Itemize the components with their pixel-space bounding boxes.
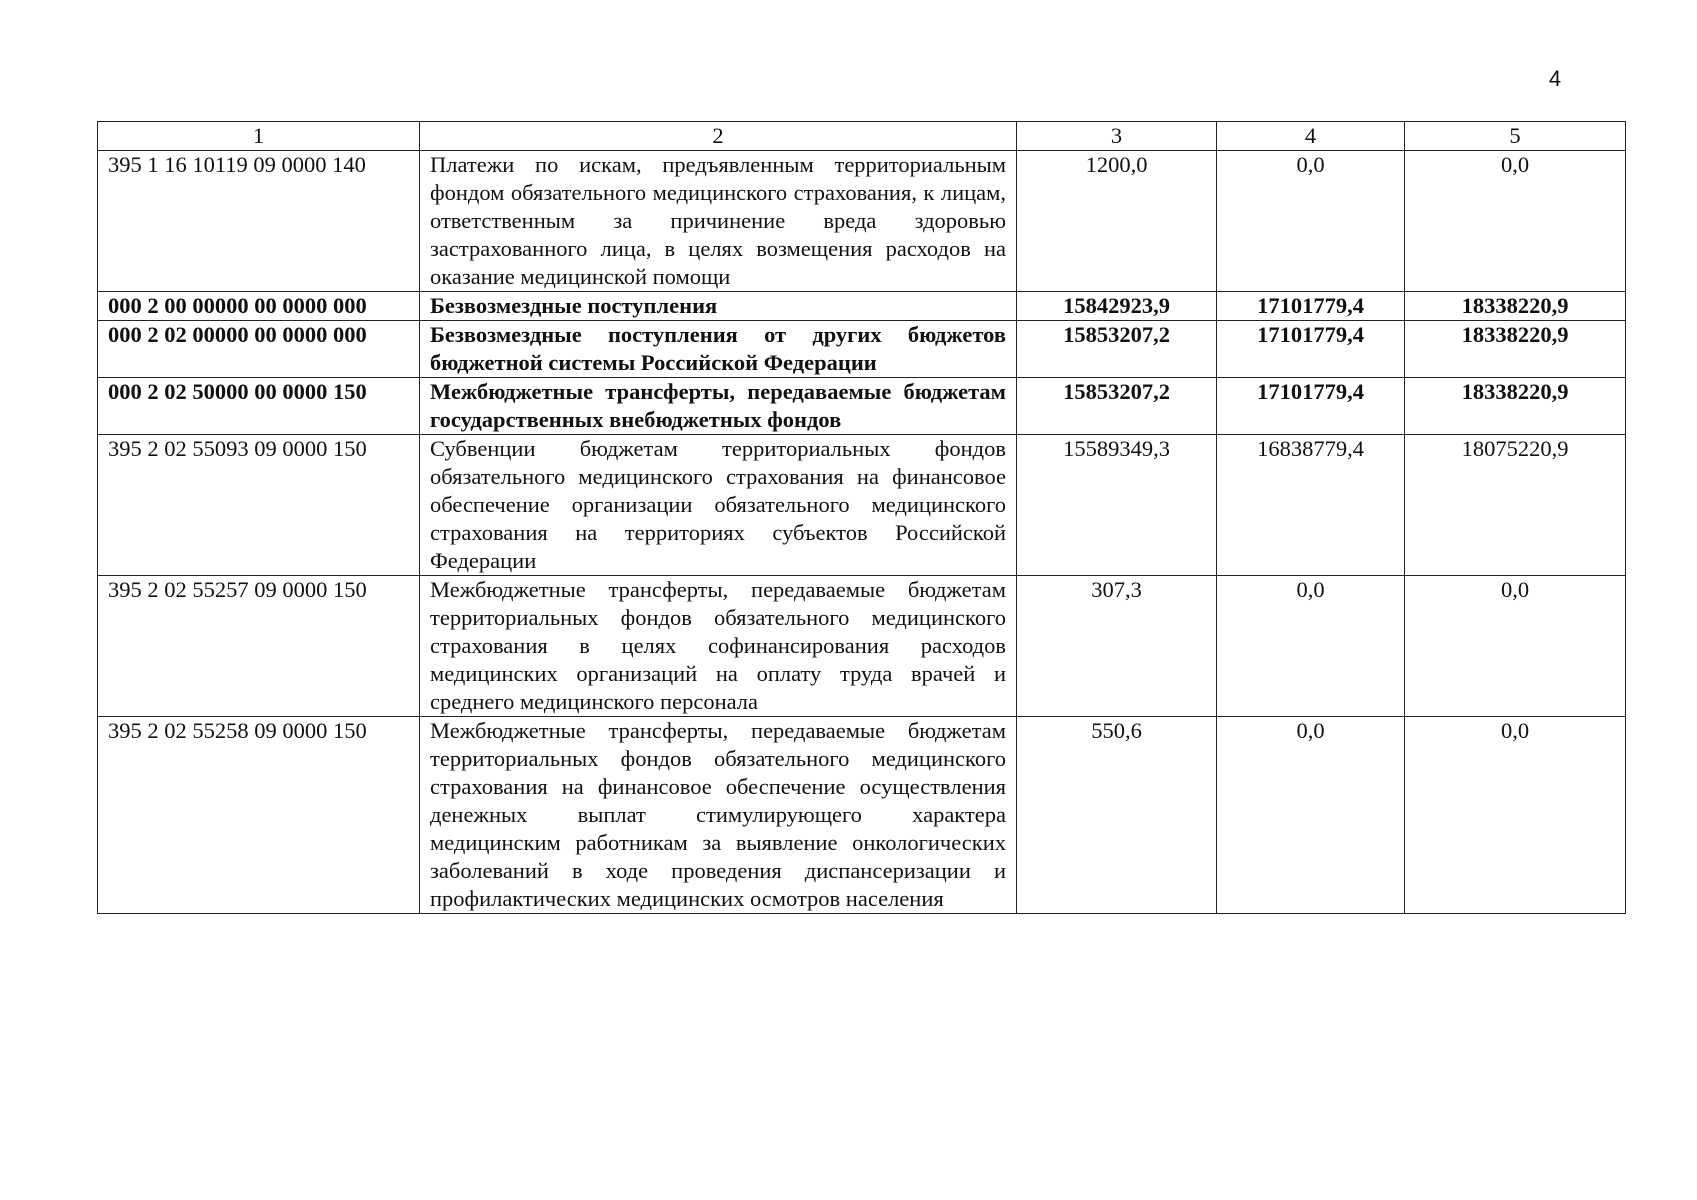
- revenue-name-cell: Платежи по искам, предъявленным территориальным фондом обязательного медицинского страхования, к лицам, ответственным за причинение вреда здоровью застрахованного лица, в целях возмещения расходов на оказание медицинской помощи: [420, 151, 1017, 292]
- amount-col4-cell: 0,0: [1217, 717, 1405, 914]
- amount-col5-cell: 18338220,9: [1405, 378, 1626, 435]
- budget-code-cell: 395 2 02 55257 09 0000 150: [98, 576, 420, 717]
- revenue-name-cell: Субвенции бюджетам территориальных фондов обязательного медицинского страхования на финансовое обеспечение организации обязательного медицинского страхования на территориях субъектов Российской Федерации: [420, 435, 1017, 576]
- budget-code-cell: 000 2 02 00000 00 0000 000: [98, 321, 420, 378]
- table-row: [98, 576, 1626, 717]
- revenue-name-cell: Безвозмездные поступления: [420, 292, 1017, 321]
- column-header-2: 2: [420, 122, 1017, 151]
- amount-col5-cell: 18075220,9: [1405, 435, 1626, 576]
- amount-col3-cell: 15853207,2: [1017, 378, 1217, 435]
- column-header-5: 5: [1405, 122, 1626, 151]
- table-row: [98, 151, 1626, 292]
- budget-revenue-table: [97, 121, 1626, 914]
- amount-col4-cell: 17101779,4: [1217, 292, 1405, 321]
- amount-col3-cell: 15853207,2: [1017, 321, 1217, 378]
- amount-col5-cell: 0,0: [1405, 717, 1626, 914]
- amount-col3-cell: 15589349,3: [1017, 435, 1217, 576]
- amount-col5-cell: 18338220,9: [1405, 292, 1626, 321]
- table-row: [98, 292, 1626, 321]
- amount-col5-cell: 0,0: [1405, 151, 1626, 292]
- revenue-name-cell: Межбюджетные трансферты, передаваемые бюджетам территориальных фондов обязательного медицинского страхования на финансовое обеспечение осуществления денежных выплат стимулирующего характера медицинским работникам за выявление онкологических заболеваний в ходе проведения диспансеризации и профилактических медицинских осмотров населения: [420, 717, 1017, 914]
- revenue-name-cell: Межбюджетные трансферты, передаваемые бюджетам территориальных фондов обязательного медицинского страхования в целях софинансирования расходов медицинских организаций на оплату труда врачей и среднего медицинского персонала: [420, 576, 1017, 717]
- column-header-1: 1: [98, 122, 420, 151]
- column-header-4: 4: [1217, 122, 1405, 151]
- amount-col3-cell: 550,6: [1017, 717, 1217, 914]
- budget-code-cell: 395 2 02 55093 09 0000 150: [98, 435, 420, 576]
- revenue-name-cell: Межбюджетные трансферты, передаваемые бюджетам государственных внебюджетных фондов: [420, 378, 1017, 435]
- amount-col4-cell: 0,0: [1217, 151, 1405, 292]
- amount-col3-cell: 307,3: [1017, 576, 1217, 717]
- amount-col4-cell: 17101779,4: [1217, 321, 1405, 378]
- amount-col5-cell: 0,0: [1405, 576, 1626, 717]
- table-row: [98, 717, 1626, 914]
- table-row: [98, 435, 1626, 576]
- budget-code-cell: 000 2 02 50000 00 0000 150: [98, 378, 420, 435]
- amount-col5-cell: 18338220,9: [1405, 321, 1626, 378]
- amount-col4-cell: 16838779,4: [1217, 435, 1405, 576]
- column-header-3: 3: [1017, 122, 1217, 151]
- amount-col3-cell: 15842923,9: [1017, 292, 1217, 321]
- budget-code-cell: 395 1 16 10119 09 0000 140: [98, 151, 420, 292]
- page-number: 4: [1548, 66, 1562, 91]
- budget-code-cell: 395 2 02 55258 09 0000 150: [98, 717, 420, 914]
- revenue-name-cell: Безвозмездные поступления от других бюджетов бюджетной системы Российской Федерации: [420, 321, 1017, 378]
- amount-col3-cell: 1200,0: [1017, 151, 1217, 292]
- amount-col4-cell: 17101779,4: [1217, 378, 1405, 435]
- table-header-row: [98, 122, 1626, 151]
- amount-col4-cell: 0,0: [1217, 576, 1405, 717]
- budget-code-cell: 000 2 00 00000 00 0000 000: [98, 292, 420, 321]
- table-row: [98, 321, 1626, 378]
- table-row: [98, 378, 1626, 435]
